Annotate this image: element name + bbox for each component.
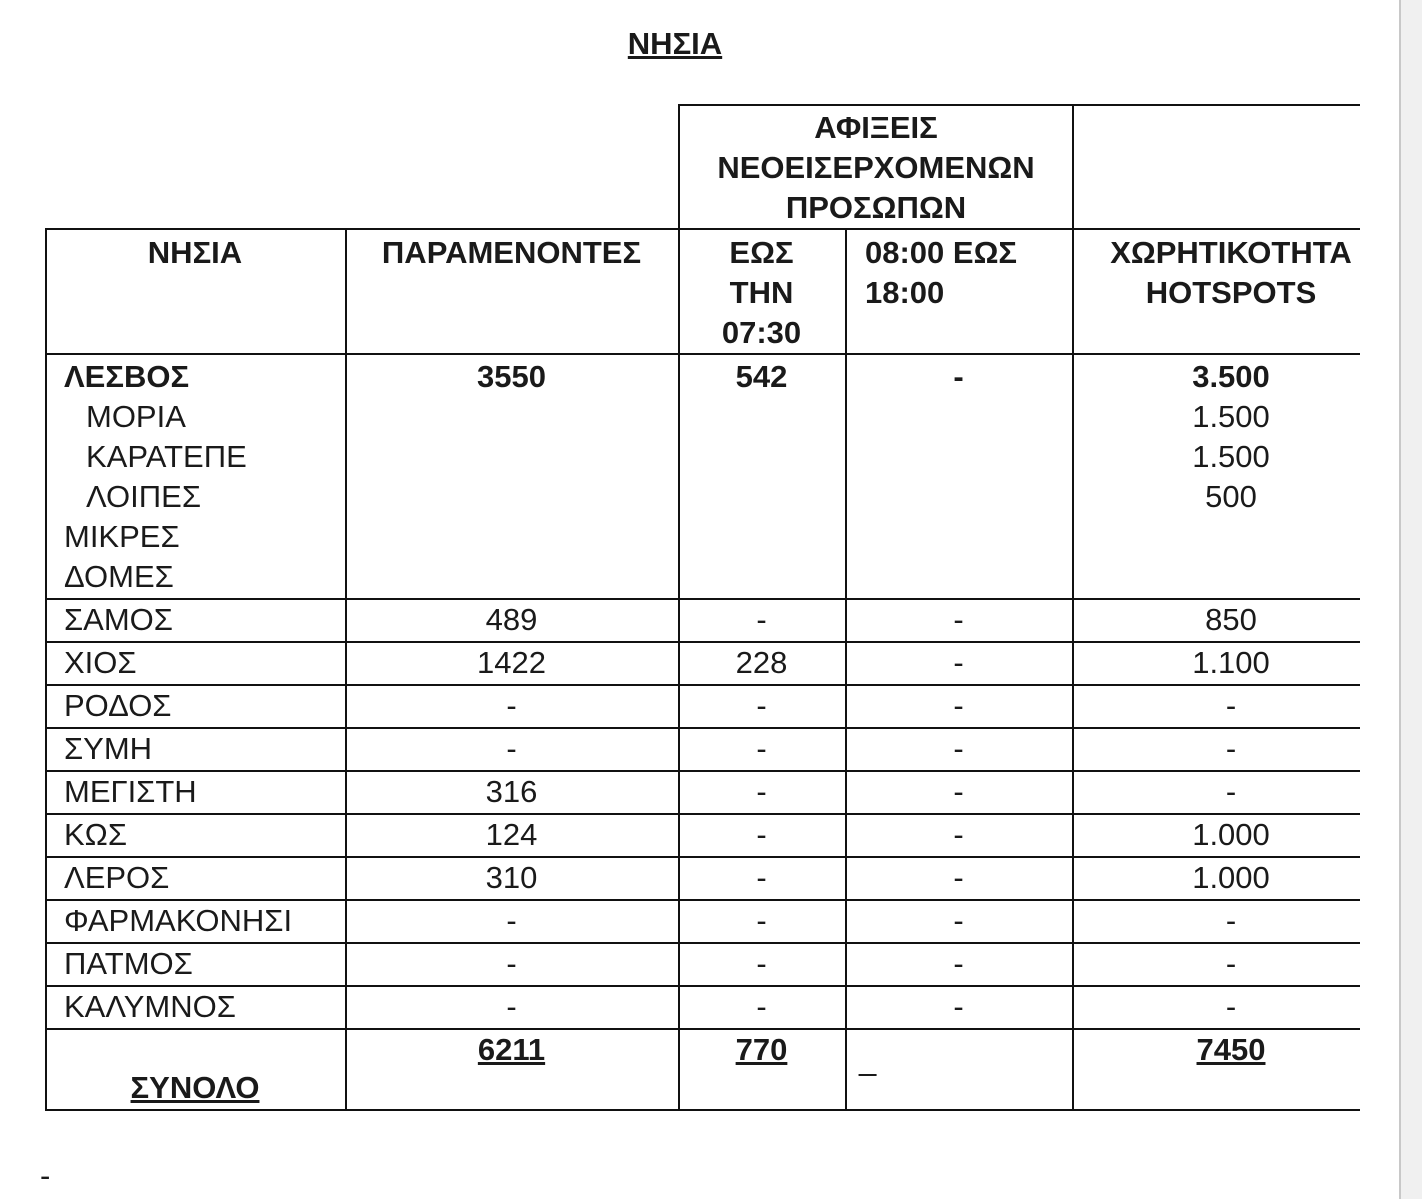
row-0800-1800: - bbox=[953, 731, 964, 766]
row-0800-1800: - bbox=[953, 774, 964, 809]
group-header-top-rule bbox=[678, 104, 1360, 106]
row-lesvos-until-0730: 542 bbox=[735, 359, 788, 394]
column-rule bbox=[45, 228, 47, 1111]
lesvos-extra-line: ΜΙΚΡΕΣ bbox=[64, 519, 180, 554]
row-name: ΧΙΟΣ bbox=[64, 645, 137, 680]
row-name: ΚΑΛΥΜΝΟΣ bbox=[64, 989, 236, 1024]
row-0800-1800: - bbox=[953, 860, 964, 895]
row-capacity: - bbox=[1225, 774, 1237, 809]
lesvos-subitem-capacity: 500 bbox=[1205, 479, 1257, 514]
row-0800-1800: - bbox=[953, 688, 964, 723]
lesvos-subitem-name: ΛΟΙΠΕΣ bbox=[86, 479, 202, 514]
row-until-0730: - bbox=[756, 903, 767, 938]
row-until-0730: - bbox=[756, 946, 767, 981]
row-capacity: 850 bbox=[1205, 602, 1257, 637]
row-name: ΚΩΣ bbox=[64, 817, 128, 852]
row-capacity: - bbox=[1225, 688, 1237, 723]
row-remaining: - bbox=[506, 946, 517, 981]
total-capacity: 7450 bbox=[1196, 1032, 1266, 1067]
row-0800-1800: - bbox=[953, 602, 964, 637]
row-name: ΠΑΤΜΟΣ bbox=[64, 946, 193, 981]
row-remaining: 489 bbox=[485, 602, 538, 637]
row-until-0730: - bbox=[756, 688, 767, 723]
column-header-remaining: ΠΑΡΑΜΕΝΟΝΤΕΣ bbox=[381, 235, 642, 270]
row-capacity: - bbox=[1225, 731, 1237, 766]
row-remaining: - bbox=[506, 989, 517, 1024]
row-remaining: - bbox=[506, 903, 517, 938]
row-until-0730: - bbox=[756, 860, 767, 895]
total-until-0730: 770 bbox=[735, 1032, 788, 1067]
row-remaining: 1422 bbox=[477, 645, 546, 680]
row-0800-1800: - bbox=[953, 903, 964, 938]
lesvos-subitem-name: ΜΟΡΙΑ bbox=[86, 399, 186, 434]
column-header-until-0730: ΕΩΣ ΤΗΝ 07:30 bbox=[721, 235, 802, 350]
table-bottom-rule bbox=[45, 1109, 1360, 1111]
column-header-0800-1800: 08:00 ΕΩΣ 18:00 bbox=[865, 235, 1018, 310]
row-name: ΜΕΓΙΣΤΗ bbox=[64, 774, 197, 809]
row-remaining: - bbox=[506, 731, 517, 766]
row-capacity: 1.100 bbox=[1192, 645, 1270, 680]
row-capacity: 1.000 bbox=[1192, 817, 1270, 852]
header-top-rule bbox=[45, 228, 1360, 230]
row-until-0730: - bbox=[756, 774, 767, 809]
total-label: ΣΥΝΟΛΟ bbox=[130, 1070, 260, 1105]
row-name: ΛΕΡΟΣ bbox=[64, 860, 170, 895]
row-name: ΡΟΔΟΣ bbox=[64, 688, 172, 723]
lesvos-subitem-capacity: 1.500 bbox=[1192, 399, 1270, 434]
lesvos-subitem-name: ΚΑΡΑΤΕΠΕ bbox=[86, 439, 247, 474]
row-until-0730: - bbox=[756, 817, 767, 852]
row-capacity: 1.000 bbox=[1192, 860, 1270, 895]
row-until-0730: - bbox=[756, 989, 767, 1024]
row-remaining: 124 bbox=[485, 817, 538, 852]
row-name: ΣΑΜΟΣ bbox=[64, 602, 173, 637]
row-name: ΣΥΜΗ bbox=[64, 731, 153, 766]
row-remaining: - bbox=[506, 688, 517, 723]
row-capacity: - bbox=[1225, 989, 1237, 1024]
row-lesvos-remaining: 3550 bbox=[477, 359, 546, 394]
row-0800-1800: - bbox=[953, 645, 964, 680]
column-header-capacity: ΧΩΡΗΤΙΚΟΤΗΤΑ HOTSPOTS bbox=[1110, 235, 1352, 310]
row-name: ΦΑΡΜΑΚΟΝΗΣΙ bbox=[64, 903, 293, 938]
row-remaining: 310 bbox=[485, 860, 538, 895]
document-title: ΝΗΣΙΑ bbox=[627, 26, 723, 61]
lesvos-subitem-capacity: 1.500 bbox=[1192, 439, 1270, 474]
row-until-0730: - bbox=[756, 602, 767, 637]
footnote-dash: - bbox=[40, 1158, 51, 1193]
header-bottom-rule bbox=[45, 353, 1360, 355]
row-remaining: 316 bbox=[485, 774, 538, 809]
row-0800-1800: - bbox=[953, 817, 964, 852]
total-remaining: 6211 bbox=[477, 1032, 546, 1067]
row-until-0730: 228 bbox=[735, 645, 788, 680]
total-0800-1800: _ bbox=[859, 1042, 877, 1077]
row-0800-1800: - bbox=[953, 946, 964, 981]
row-capacity: - bbox=[1225, 946, 1237, 981]
column-header-islands: ΝΗΣΙΑ bbox=[147, 235, 243, 270]
row-capacity: - bbox=[1225, 903, 1237, 938]
arrivals-group-header: ΑΦΙΞΕΙΣ ΝΕΟΕΙΣΕΡΧΟΜΕΝΩΝ ΠΡΟΣΩΠΩΝ bbox=[717, 110, 1035, 225]
row-until-0730: - bbox=[756, 731, 767, 766]
lesvos-extra-line: ΔΟΜΕΣ bbox=[64, 559, 174, 594]
row-lesvos-capacity: 3.500 bbox=[1192, 359, 1270, 394]
row-lesvos-name: ΛΕΣΒΟΣ bbox=[64, 359, 190, 394]
row-lesvos-0800-1800: - bbox=[953, 359, 964, 394]
row-0800-1800: - bbox=[953, 989, 964, 1024]
